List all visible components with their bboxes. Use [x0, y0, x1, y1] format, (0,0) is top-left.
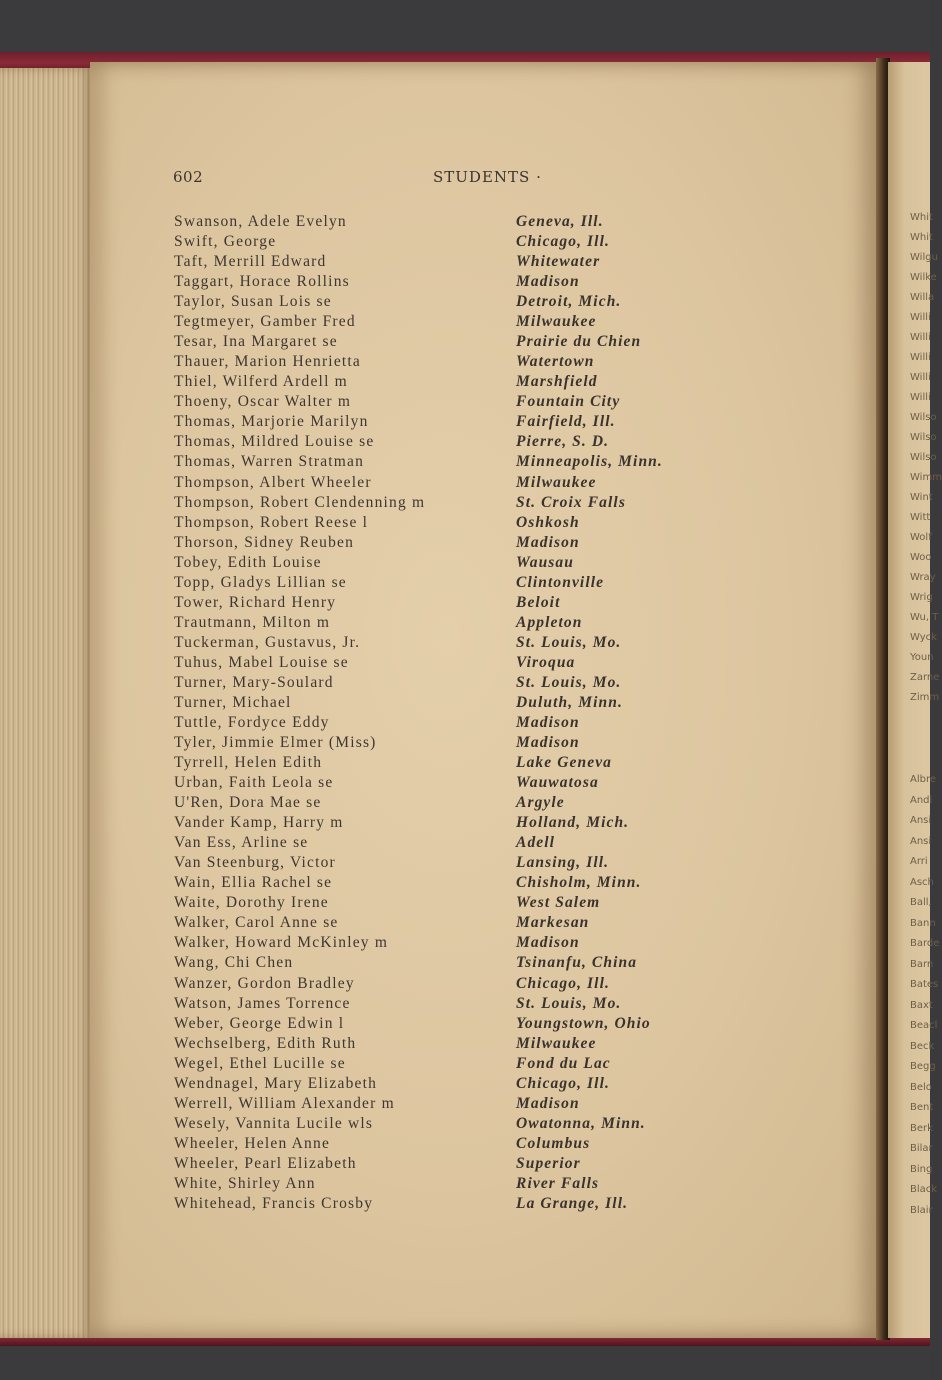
student-hometown: Argyle — [516, 794, 565, 812]
student-hometown: Wausau — [516, 553, 575, 571]
facing-page-fragment: Zimm — [910, 692, 940, 703]
facing-page-fragment: Wilgu — [910, 252, 938, 263]
student-hometown: Milwaukee — [516, 473, 597, 491]
student-hometown: Superior — [516, 1154, 581, 1172]
student-name: Tower, Richard Henry — [174, 593, 337, 611]
page-block-edges — [0, 68, 92, 1338]
facing-page-fragment: Wu, T — [910, 612, 939, 623]
student-name: Thompson, Albert Wheeler — [174, 473, 372, 491]
student-name: Tobey, Edith Louise — [174, 553, 322, 571]
facing-page-fragment: Willi — [910, 352, 931, 363]
student-hometown: Fairfield, Ill. — [516, 413, 616, 431]
student-hometown: Markesan — [516, 914, 590, 932]
student-hometown: Lake Geneva — [516, 754, 613, 772]
student-hometown: Madison — [516, 273, 580, 291]
facing-page-fragment: Blair — [910, 1204, 933, 1216]
student-hometown: Holland, Mich. — [516, 814, 630, 832]
student-name: U'Ren, Dora Mae se — [174, 794, 322, 812]
student-name: Walker, Howard McKinley m — [174, 934, 389, 952]
facing-page-fragment: Wyck — [910, 632, 937, 643]
student-hometown: Whitewater — [516, 253, 601, 271]
student-hometown: Milwaukee — [516, 313, 597, 331]
facing-page-fragment: Youn — [910, 652, 934, 663]
facing-page-fragment: Berk — [910, 1122, 933, 1134]
student-name: Taggart, Horace Rollins — [174, 273, 350, 291]
facing-page-fragment: Wilke — [910, 272, 937, 283]
student-hometown: Oshkosh — [516, 513, 580, 531]
student-hometown: Fountain City — [516, 393, 621, 411]
facing-page-fragment: Black — [910, 1184, 938, 1195]
facing-page-fragment: Wimm — [910, 472, 942, 483]
student-name: Wesely, Vannita Lucile wls — [174, 1114, 374, 1132]
student-hometown: Lansing, Ill. — [516, 854, 610, 872]
facing-page-fragment: Willi — [910, 332, 931, 343]
facing-page-fragment: Willa — [910, 292, 935, 303]
student-name: Tyrrell, Helen Edith — [174, 754, 323, 772]
facing-page-fragment: Whit — [910, 232, 933, 243]
student-hometown: St. Croix Falls — [516, 493, 626, 511]
student-hometown: Tsinanfu, China — [516, 954, 638, 972]
student-name: Turner, Michael — [174, 693, 292, 711]
student-name: Wechselberg, Edith Ruth — [174, 1034, 357, 1052]
student-name: Wanzer, Gordon Bradley — [174, 974, 355, 992]
facing-page-fragment: Bing — [910, 1163, 933, 1175]
facing-page-fragment: Bilar — [910, 1143, 933, 1154]
student-name: Thauer, Marion Henrietta — [174, 353, 361, 371]
student-name: Urban, Faith Leola se — [174, 774, 334, 792]
facing-page-fragment: Zarne — [910, 672, 940, 683]
facing-page-fragment: Baxt — [910, 999, 933, 1011]
student-hometown: Detroit, Mich. — [516, 293, 622, 311]
student-hometown: Geneva, Ill. — [516, 213, 604, 230]
student-hometown: Beloit — [516, 593, 561, 611]
student-name: Watson, James Torrence — [174, 994, 351, 1012]
student-name: Swanson, Adele Evelyn — [174, 213, 347, 230]
student-name: Tegtmeyer, Gamber Fred — [174, 313, 356, 331]
student-name: Tuhus, Mabel Louise se — [174, 653, 349, 671]
student-name: Tyler, Jimmie Elmer (Miss) — [174, 734, 377, 752]
facing-page-fragment: Beacl — [910, 1020, 938, 1031]
student-name: Taft, Merrill Edward — [174, 253, 327, 271]
student-hometown: Marshfield — [516, 373, 598, 391]
student-name: Thorson, Sidney Reuben — [174, 533, 355, 551]
student-hometown: Appleton — [516, 613, 583, 631]
facing-page-fragment: Whit — [910, 212, 933, 223]
student-hometown: St. Louis, Mo. — [516, 994, 622, 1012]
running-head-mark: · — [536, 168, 542, 186]
student-name: Van Steenburg, Victor — [174, 854, 336, 872]
student-name: Wain, Ellia Rachel se — [174, 874, 333, 892]
facing-page-fragment: Barn — [910, 958, 934, 970]
student-hometown: River Falls — [516, 1174, 600, 1192]
student-name: Thompson, Robert Clendenning m — [174, 493, 426, 511]
student-name: Wegel, Ethel Lucille se — [174, 1054, 346, 1072]
student-name: Tuttle, Fordyce Eddy — [174, 714, 330, 731]
facing-page-fragment: Ball, — [910, 897, 932, 908]
student-hometown: Duluth, Minn. — [516, 693, 623, 711]
student-hometown: Chicago, Ill. — [516, 974, 610, 992]
student-hometown: Minneapolis, Minn. — [516, 453, 663, 471]
student-name: Werrell, William Alexander m — [174, 1094, 395, 1112]
facing-page-edge — [888, 62, 942, 1338]
facing-page-fragment: Wrig — [910, 592, 933, 603]
student-name: Weber, George Edwin l — [174, 1014, 345, 1032]
student-hometown: Madison — [516, 934, 580, 952]
student-name: Thiel, Wilferd Ardell m — [174, 373, 348, 391]
student-hometown: Viroqua — [516, 653, 576, 671]
facing-page-fragment: Witt — [910, 512, 931, 523]
student-name: Wang, Chi Chen — [174, 954, 294, 972]
facing-page-fragment: Barde — [910, 938, 940, 949]
facing-page-fragment: Bates — [910, 979, 939, 990]
facing-page-fragment: Wray — [910, 572, 936, 583]
student-name: Thoeny, Oscar Walter m — [174, 393, 352, 411]
student-hometown: Wauwatosa — [516, 774, 599, 792]
facing-page-fragment: Willi — [910, 312, 931, 323]
facing-page-fragment: Wint — [910, 492, 933, 503]
student-hometown: Milwaukee — [516, 1034, 597, 1052]
student-name: Taylor, Susan Lois se — [174, 293, 332, 311]
student-hometown: Clintonville — [516, 573, 605, 591]
facing-page-fragment: Begg — [910, 1061, 936, 1072]
facing-page-fragment: Ansi — [910, 835, 932, 847]
student-name: Vander Kamp, Harry m — [174, 814, 344, 832]
student-name: Thomas, Marjorie Marilyn — [174, 413, 369, 431]
student-name: Thomas, Warren Stratman — [174, 453, 365, 471]
student-name: Waite, Dorothy Irene — [174, 894, 329, 912]
facing-page-fragment: Woo — [910, 552, 932, 563]
facing-page-fragment: Ansi — [910, 815, 932, 826]
student-name: Trautmann, Milton m — [174, 613, 331, 631]
student-name: Walker, Carol Anne se — [174, 914, 339, 932]
facing-page-fragment: Albre — [910, 774, 937, 785]
facing-page-fragment: Wilso — [910, 452, 937, 463]
student-hometown: Adell — [516, 834, 556, 852]
student-hometown: Columbus — [516, 1134, 591, 1152]
running-head-title: STUDENTS — [433, 168, 531, 186]
student-hometown: La Grange, Ill. — [516, 1194, 629, 1212]
student-name: Thomas, Mildred Louise se — [174, 433, 375, 451]
student-hometown: Chicago, Ill. — [516, 233, 610, 251]
running-head — [433, 168, 542, 186]
student-name: Wheeler, Pearl Elizabeth — [174, 1154, 357, 1172]
student-hometown: Fond du Lac — [516, 1054, 611, 1072]
student-hometown: Madison — [516, 714, 580, 731]
facing-page-fragment: Bann — [910, 917, 936, 929]
student-name: Topp, Gladys Lillian se — [174, 573, 347, 591]
facing-page-fragment: Andi — [910, 794, 933, 806]
student-name: Turner, Mary-Soulard — [174, 673, 334, 691]
student-hometown: Watertown — [516, 353, 595, 371]
student-name: Swift, George — [174, 233, 277, 251]
student-name: White, Shirley Ann — [174, 1174, 316, 1192]
facing-page-fragment: Bent — [910, 1102, 934, 1113]
facing-page-fragment: Asch — [910, 876, 934, 888]
student-hometown: Chicago, Ill. — [516, 1074, 610, 1092]
student-hometown: Pierre, S. D. — [516, 433, 610, 451]
student-name: Tesar, Ina Margaret se — [174, 333, 338, 351]
student-hometown: Prairie du Chien — [516, 333, 642, 351]
facing-page-fragment: Arri — [910, 856, 928, 867]
facing-page-fragment: Wilso — [910, 412, 937, 423]
facing-page-fragment: Wolf — [910, 532, 932, 543]
student-hometown: Madison — [516, 734, 580, 752]
student-hometown: Owatonna, Minn. — [516, 1114, 646, 1132]
facing-page-fragment: Willi — [910, 372, 931, 383]
student-hometown: West Salem — [516, 894, 601, 912]
student-hometown: St. Louis, Mo. — [516, 673, 622, 691]
student-hometown: Madison — [516, 1094, 580, 1112]
facing-page-fragment: Belo — [910, 1081, 932, 1093]
student-hometown: St. Louis, Mo. — [516, 633, 622, 651]
student-name: Whitehead, Francis Crosby — [174, 1194, 374, 1212]
student-hometown: Madison — [516, 533, 580, 551]
student-name: Thompson, Robert Reese l — [174, 513, 369, 531]
student-name: Tuckerman, Gustavus, Jr. — [174, 633, 361, 651]
page-number: 602 — [173, 168, 204, 186]
facing-page-fragment: Willi — [910, 392, 931, 403]
facing-page-fragment: Beck — [910, 1040, 935, 1052]
student-name: Wendnagel, Mary Elizabeth — [174, 1074, 378, 1092]
student-name: Wheeler, Helen Anne — [174, 1134, 331, 1152]
student-hometown: Chisholm, Minn. — [516, 874, 642, 892]
facing-page-fragment: Wilso — [910, 432, 937, 443]
student-hometown: Youngstown, Ohio — [516, 1014, 651, 1032]
student-name: Van Ess, Arline se — [174, 834, 309, 852]
